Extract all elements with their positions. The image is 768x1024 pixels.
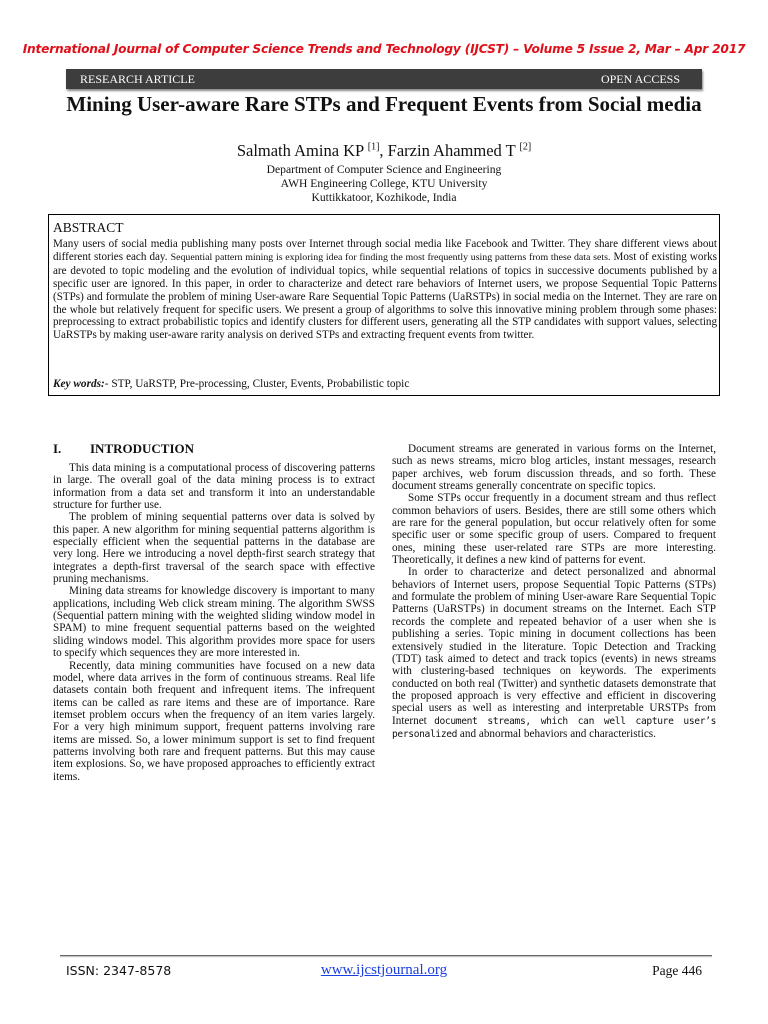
author-separator: ,	[379, 141, 388, 160]
author-name: Farzin Ahammed T	[387, 141, 516, 160]
page-number: Page 446	[652, 963, 702, 978]
section-number: I.	[53, 441, 62, 456]
body-text: In order to characterize and detect personalized and abnormal behaviors of Internet users, propose Sequential Topic Patterns (STPs) and formulate the problem of mining User-aware Rare Sequential Topic Patterns (UaRSTPs) in document streams on the Internet. Each STP records the complete and repeated behavior of a user when she is publishing a series. Topic mining in document collections has been extensively studied in the literature. Topic Detection and Tracking (TDT) task aimed to detect and track topics (events) in news streams with clustering-based techniques on keywords. The experiments conducted on both real (Twitter) and synthetic datasets demonstrate that the proposed approach is very effective and efficient in discovering special users as well as interesting and interpretable URSTPs from Internet	[392, 566, 716, 727]
affiliation-line: AWH Engineering College, KTU University	[280, 177, 488, 190]
author-affiliation-mark: [1]	[367, 141, 380, 153]
affiliation-line: Department of Computer Science and Engineering	[266, 163, 502, 176]
section-heading	[53, 441, 194, 457]
affiliation-line: Kuttikkatoor, Kozhikode, India	[311, 191, 457, 204]
body-paragraph: Mining data streams for knowledge discovery is important to many applications, including Web click stream mining. The algorithm SWSS (Sequential pattern mining with the weighted sliding window model in SPAM) to mine frequent sequential patterns based on the weighted sliding windows model. This algorithm provides more space for users to specify which sequences they are more interested in.	[53, 585, 375, 660]
abstract-text-part: Most of existing works are devoted to topic modeling and the evolution of individual topics, while sequential relations of topics in successive documents published by a specific user are ignored. In this paper, in order to characterize and detect rare behaviors of Internet users, we propose Sequential Topic Patterns (STPs) and formulate the problem of mining User-aware Rare Sequential Topic Patterns (UaRSTPs) in social media on the Internet. They are rare on the whole but relatively frequent for specific users. We present a group of algorithms to solve this innovative mining problem through some phases: preprocessing to extract probabilistic topics and identify clusters for different users, generating all the STP candidates with support values, selecting UaRSTPs by making user-aware rarity analysis on derived STPs and extracting frequent events from twitter.	[53, 250, 717, 342]
body-text: and abnormal behaviors and characteristics.	[459, 727, 656, 740]
keywords-line	[53, 378, 409, 390]
body-paragraph: Document streams are generated in various forms on the Internet, such as news streams, micro blog articles, instant messages, research paper archives, web forum discussion threads, and so forth. These document streams generally concentrate on specific topics.	[392, 443, 716, 493]
abstract-text	[53, 238, 717, 342]
body-paragraph: This data mining is a computational process of discovering patterns in large. The overall goal of the data mining process is to extract information from a data set and transform it into an understandable structure for further use.	[53, 462, 375, 512]
right-column	[392, 443, 716, 741]
body-paragraph	[392, 566, 716, 741]
author-name: Salmath Amina KP	[236, 141, 364, 160]
journal-website-link[interactable]: www.ijcstjournal.org	[320, 962, 448, 978]
body-text-mono: document streams, which can well capture user’s personalized	[392, 715, 716, 740]
abstract-text-part: Sequential pattern mining is exploring idea for finding the most frequently using patterns from these data sets.	[170, 251, 611, 263]
authors-line	[0, 141, 768, 161]
keywords-list: - STP, UaRSTP, Pre-processing, Cluster, Events, Probabilistic topic	[104, 378, 410, 390]
body-paragraph: Recently, data mining communities have focused on a new data model, where data arrives in the form of continuous streams. Real life datasets contain both frequent and infrequent items. The infrequent items can be called as rare items and these are of importance. Rare itemset problem occurs when the frequency of an item varies largely. For a very high minimum support, frequent patterns involving rare items are missed. So, a lower minimum support is set to find frequent patterns involving both rare and frequent patterns. But this may cause item explosions. So, we have proposed approaches to efficiently extract items.	[53, 659, 375, 783]
article-banner	[66, 69, 702, 89]
open-access-label: OPEN ACCESS	[600, 72, 680, 86]
body-paragraph: Some STPs occur frequently in a document stream and thus reflect common behaviors of users. Besides, there are still some others which are rare for the general population, but occur relatively often for some specific user or some specific group of users. Compared to frequent ones, mining these user-related rare STPs are more interesting. Theoretically, it defines a new kind of patterns for event.	[392, 492, 716, 567]
abstract-heading: ABSTRACT	[53, 220, 124, 235]
body-paragraph: The problem of mining sequential patterns over data is solved by this paper. A new algorithm for mining sequential patterns algorithm is especially efficient when the sequential patterns in the database are very long. Here we introducing a novel depth-first search strategy that integrates a depth-first traversal of the search space with effective pruning mechanisms.	[53, 511, 375, 586]
section-title: INTRODUCTION	[90, 441, 195, 456]
left-column	[53, 462, 375, 783]
issn-label: ISSN: 2347-8578	[66, 963, 172, 978]
paper-title: Mining User-aware Rare STPs and Frequent Events from Social media	[66, 92, 702, 116]
footer-divider	[60, 955, 712, 956]
abstract-box	[48, 214, 720, 396]
keywords-label: Key words:	[53, 378, 105, 390]
abstract-text-part: Many users of social media publishing many posts over Internet through social media like Facebook and Twitter. They share different views about different stories each day.	[53, 238, 717, 263]
journal-header: International Journal of Computer Science Trends and Technology (IJCST) – Volume 5 Issue 2, Mar – Apr 2017	[22, 42, 746, 56]
article-type-label: RESEARCH ARTICLE	[80, 72, 195, 86]
author-affiliation-mark: [2]	[519, 141, 532, 153]
